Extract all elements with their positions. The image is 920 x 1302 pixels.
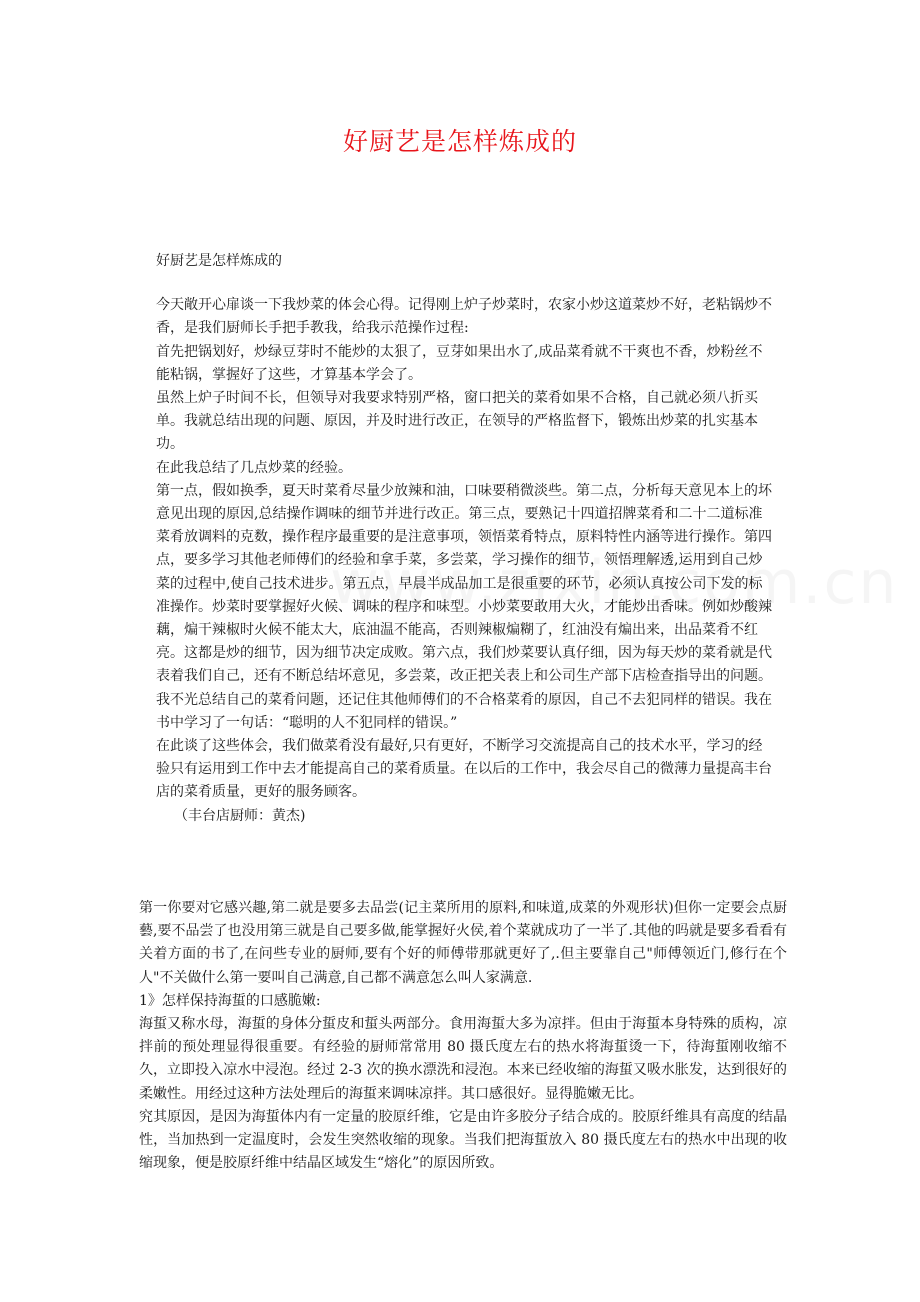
tips-heading: 1》怎样保持海蜇的口感脆嫩: <box>139 992 321 1009</box>
article-section <box>156 250 776 828</box>
tips-section <box>139 897 787 1175</box>
author-signature: （丰台店厨师：黄杰) <box>174 807 306 824</box>
article-paragraph: 今天敞开心扉谈一下我炒菜的体会心得。记得刚上炉子炒菜时，农家小炒这道菜炒不好，老粘锅炒不香，是我们厨师长手把手教我，给我示范操作过程: <box>156 297 772 337</box>
article-paragraph: 虽然上炉子时间不长，但领导对我要求特别严格，窗口把关的菜肴如果不合格，自己就必须八折买单。我就总结出现的问题、原因，并及时进行改正，在领导的严格监督下，锻炼出炒菜的扎实基本功。 <box>156 390 758 453</box>
article-subheading: 好厨艺是怎样炼成的 <box>156 253 282 269</box>
tips-paragraph: 海蜇又称水母，海蜇的身体分蜇皮和蜇头两部分。食用海蜇大多为凉拌。但由于海蜇本身特殊的质构，凉拌前的预处理显得很重要。有经验的厨师常常用 80 摄氏度左右的热水将海蜇烫一下，待海蜇刚收缩不久，立即投入凉水中浸泡。经过 2-3 次的换水漂洗和浸泡。本来已经收缩的海蜇又吸水胀发，达到很好的柔嫩性。用经过这种方法处理后的海蜇来调味凉拌。其口感很好。显得脆嫩无比。 <box>139 1016 787 1102</box>
article-paragraph: 首先把锅划好，炒绿豆芽时不能炒的太狠了，豆芽如果出水了,成品菜肴就不干爽也不香，炒粉丝不能粘锅，掌握好了这些，才算基本学会了。 <box>156 343 763 383</box>
document-title: 好厨艺是怎样炼成的 <box>342 127 577 156</box>
article-paragraph: 第一点，假如换季，夏天时菜肴尽量少放辣和油，口味要稍微淡些。第二点，分析每天意见本上的坏意见出现的原因,总结操作调味的细节并进行改正。第三点，要熟记十四道招牌菜肴和二十二道标准菜肴放调料的克数，操作程序最重要的是注意事项，领悟菜肴特点，原料特性内涵等进行操作。第四点，要多学习其他老师傅们的经验和拿手菜，多尝菜，学习操作的细节，领悟理解透,运用到自己炒菜的过程中,使自己技术进步。第五点，早晨半成品加工是很重要的环节，必须认真按公司下发的标准操作。炒菜时要掌握好火候、调味的程序和味型。小炒菜要敢用大火，才能炒出香味。例如炒酸辣藕，煸干辣椒时火候不能太大，底油温不能高，否则辣椒煸糊了，红油没有煸出来，出品菜肴不红亮。这都是炒的细节，因为细节决定成败。第六点，我们炒菜要认真仔细，因为每天炒的菜肴就是代表着我们自己，还有不断总结坏意见，多尝菜，改正把关表上和公司生产部下店检查指导出的问题。我不光总结自己的菜肴问题，还记住其他师傅们的不合格菜肴的原因，自己不去犯同样的错误。我在书中学习了一句话：“聪明的人不犯同样的错误。” <box>156 482 772 731</box>
article-paragraph: 在此谈了这些体会，我们做菜肴没有最好,只有更好，不断学习交流提高自己的技术水平，学习的经验只有运用到工作中去才能提高自己的菜肴质量。在以后的工作中，我会尽自己的微薄力量提高丰台店的菜肴质量，更好的服务顾客。 <box>156 738 772 801</box>
tips-paragraph: 究其原因，是因为海蜇体内有一定量的胶原纤维，它是由许多胶分子结合成的。胶原纤维具有高度的结晶性，当加热到一定温度时，会发生突然收缩的现象。当我们把海蜇放入 80 摄氏度左右的热水中出现的收缩现象，便是胶原纤维中结晶区域发生“熔化”的原因所致。 <box>139 1108 787 1172</box>
article-paragraph: 在此我总结了几点炒菜的经验。 <box>156 459 352 476</box>
tips-paragraph: 第一你要对它感兴趣,第二就是要多去品尝(记主菜所用的原料,和味道,成菜的外观形状)但你一定要会点厨藝,要不品尝了也没用第三就是自己要多做,能掌握好火侯,着个菜就成功了一半了.其他的吗就是要多看看有关着方面的书了,在问些专业的厨师,要有个好的师傅带那就更好了,.但主要靠自己"师傅领近门,修行在个人"不关做什么第一要叫自己满意,自己都不满意怎么叫人家满意. <box>139 900 787 986</box>
